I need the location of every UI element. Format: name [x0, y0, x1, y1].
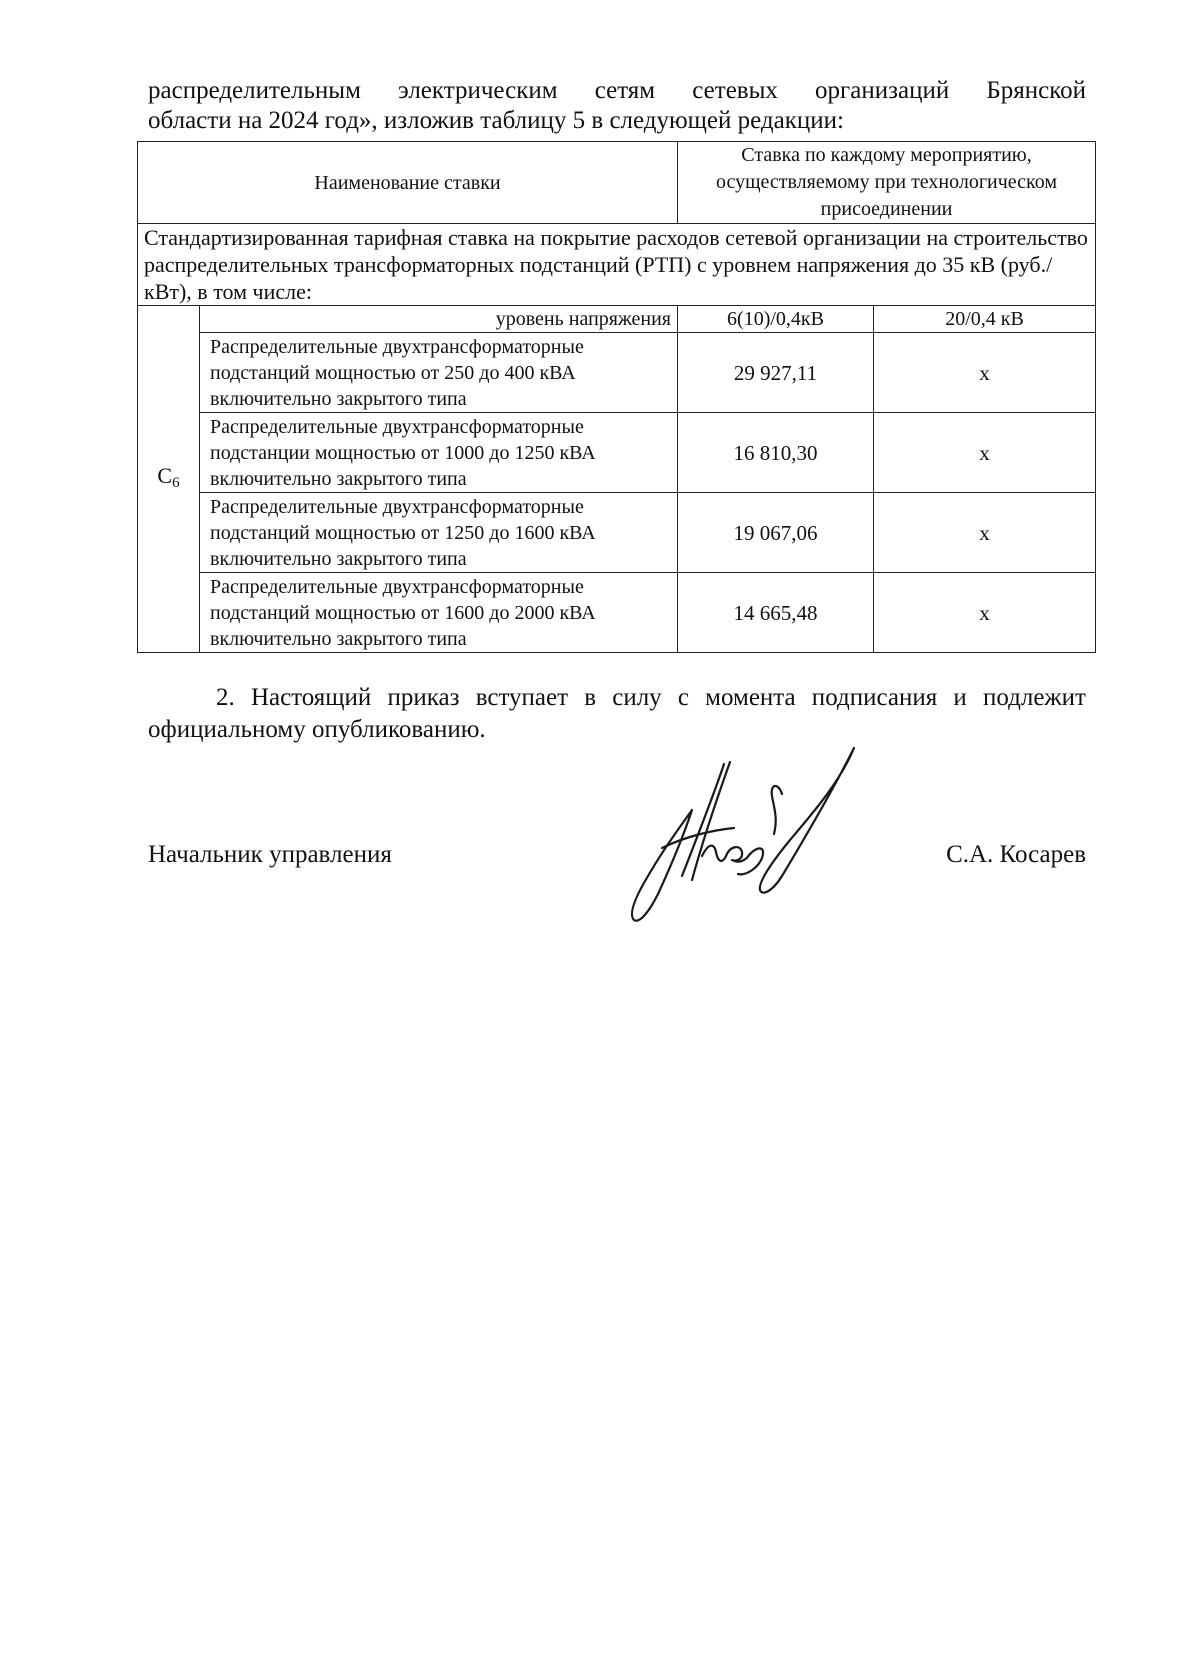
intro-line-2: области на 2024 год», изложив таблицу 5 в следующей редакции:	[148, 107, 844, 134]
row-description: Распределительные двухтрансформаторные подстанции мощностью от 1000 до 1250 кВА включительно закрытого типа	[200, 413, 678, 493]
voltage-level-6-10: 6(10)/0,4кВ	[678, 306, 874, 333]
row-value-20: х	[874, 573, 1096, 653]
rate-code-subscript: 6	[172, 474, 180, 491]
table-row	[138, 413, 1096, 493]
signatory-title: Начальник управления	[148, 841, 392, 868]
header-rate: Ставка по каждому мероприятию, осуществляемому при технологическом присоединении	[678, 142, 1096, 224]
voltage-level-row	[138, 306, 1096, 333]
table-header-row	[138, 142, 1096, 224]
handwritten-signature	[622, 744, 880, 926]
rate-code: С	[157, 462, 173, 488]
table-row	[138, 573, 1096, 653]
row-value-6-10: 16 810,30	[678, 413, 874, 493]
signatory-name: С.А. Косарев	[946, 841, 1086, 868]
row-value-20: х	[874, 493, 1096, 573]
group-description: Стандартизированная тарифная ставка на покрытие расходов сетевой организации на строительство распределительных трансформаторных подстанций (РТП) с уровнем напряжения до 35 кВ (руб./кВт), в том числе:	[138, 224, 1096, 306]
row-value-20: х	[874, 333, 1096, 413]
intro-line-1: распределительным электрическим сетям сетевых организаций Брянской	[148, 77, 1086, 104]
voltage-level-label: уровень напряжения	[200, 306, 678, 333]
group-row	[138, 224, 1096, 306]
header-name: Наименование ставки	[138, 142, 678, 224]
intro-paragraph	[148, 76, 1086, 136]
voltage-level-20: 20/0,4 кВ	[874, 306, 1096, 333]
closing-paragraph: 2. Настоящий приказ вступает в силу с момента подписания и подлежит официальному опубликованию.	[148, 684, 1086, 743]
row-value-20: х	[874, 413, 1096, 493]
row-description: Распределительные двухтрансформаторные подстанций мощностью от 1250 до 1600 кВА включительно закрытого типа	[200, 493, 678, 573]
row-description: Распределительные двухтрансформаторные подстанций мощностью от 250 до 400 кВА включительно закрытого типа	[200, 333, 678, 413]
row-value-6-10: 14 665,48	[678, 573, 874, 653]
row-value-6-10: 29 927,11	[678, 333, 874, 413]
table-row	[138, 333, 1096, 413]
tariff-table	[137, 141, 1096, 653]
row-value-6-10: 19 067,06	[678, 493, 874, 573]
row-description: Распределительные двухтрансформаторные подстанций мощностью от 1600 до 2000 кВА включительно закрытого типа	[200, 573, 678, 653]
table-row	[138, 493, 1096, 573]
rate-code-cell	[138, 306, 200, 653]
